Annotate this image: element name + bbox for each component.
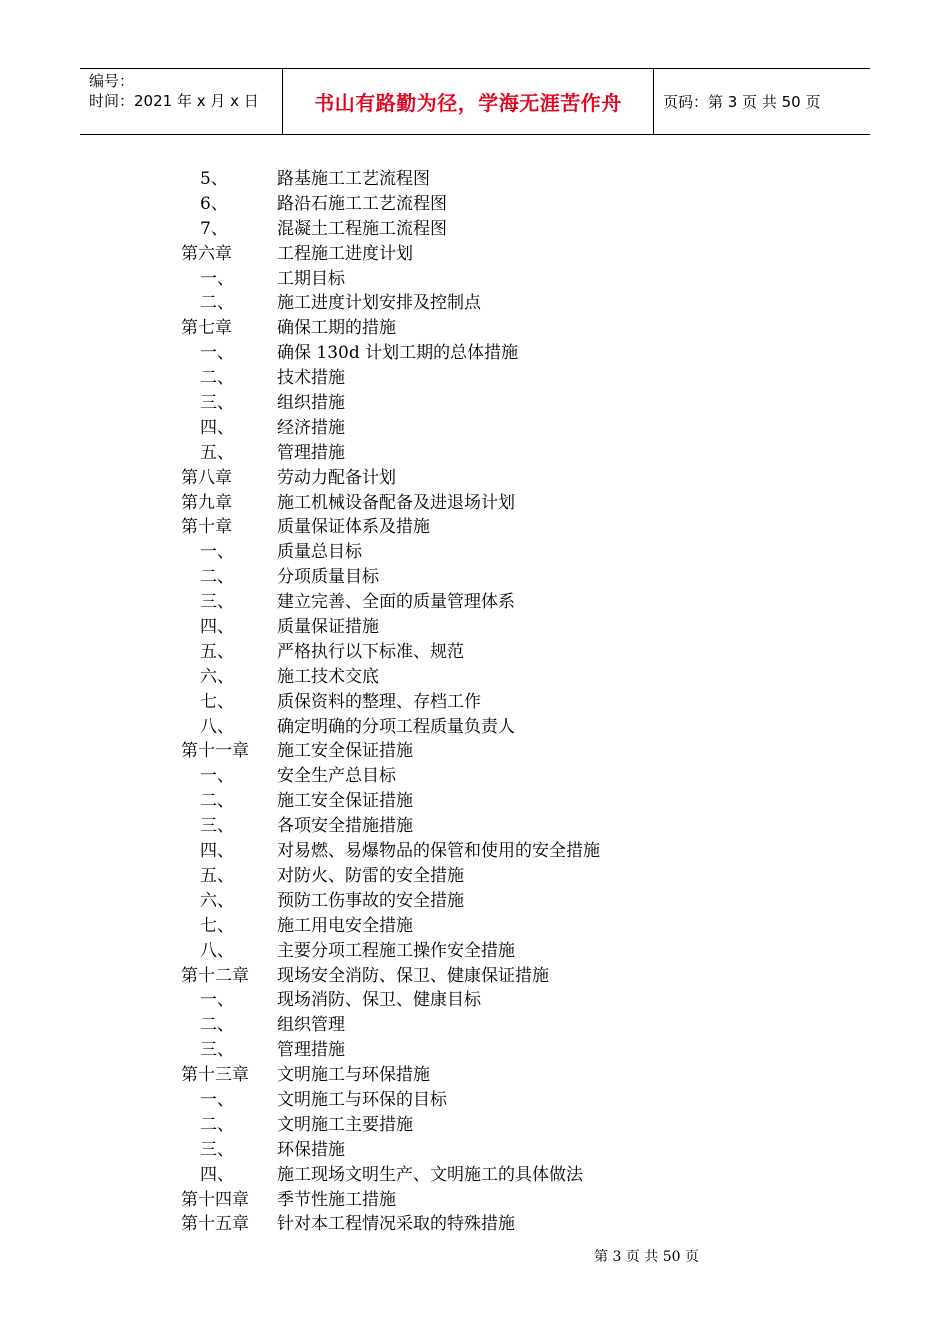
toc-entry-title: 施工现场文明生产、文明施工的具体做法 (277, 1164, 583, 1185)
toc-entry (0, 1038, 950, 1063)
toc-entry-title: 确保 130d 计划工期的总体措施 (277, 343, 519, 364)
toc-entry-title: 施工技术交底 (277, 666, 379, 687)
toc-entry-title: 组织措施 (277, 393, 345, 414)
toc-entry (0, 814, 950, 839)
toc-entry (0, 739, 950, 764)
toc-entry-number: 二、 (200, 368, 234, 389)
toc-entry-title: 确定明确的分项工程质量负责人 (277, 716, 515, 737)
toc-entry-title: 施工安全保证措施 (277, 741, 413, 762)
toc-entry-number: 第十一章 (181, 741, 249, 762)
toc-entry-number: 二、 (200, 1114, 234, 1135)
toc-entry-title: 技术措施 (277, 368, 345, 389)
toc-entry-number: 二、 (200, 1015, 234, 1036)
toc-entry-number: 一、 (200, 268, 234, 289)
toc-entry-number: 三、 (200, 1139, 234, 1160)
header-motto: 书山有路勤为径，学海无涯苦作舟 (283, 69, 654, 134)
toc-entry-number: 第十三章 (181, 1065, 249, 1086)
toc-entry-title: 路基施工工艺流程图 (277, 169, 430, 189)
toc-entry-number: 三、 (200, 393, 234, 414)
toc-entry (0, 1188, 950, 1213)
toc-entry-number: 第九章 (181, 492, 232, 513)
toc-entry-title: 文明施工与环保措施 (277, 1065, 430, 1086)
toc-entry (0, 441, 950, 466)
toc-entry-title: 严格执行以下标准、规范 (277, 641, 464, 662)
toc-entry (0, 839, 950, 864)
toc-entry-title: 质保资料的整理、存档工作 (277, 691, 481, 712)
toc-entry-number: 二、 (200, 293, 234, 314)
toc-entry (0, 167, 950, 192)
toc-entry-title: 经济措施 (277, 417, 345, 438)
toc-entry-number: 5、 (200, 169, 228, 189)
toc-entry (0, 291, 950, 316)
toc-entry-title: 对防火、防雷的安全措施 (277, 865, 464, 886)
toc-entry-title: 组织管理 (277, 1015, 345, 1036)
toc-entry (0, 914, 950, 939)
toc-entry (0, 515, 950, 540)
toc-entry-title: 文明施工主要措施 (277, 1114, 413, 1135)
toc-entry-number: 七、 (200, 915, 234, 936)
toc-entry-title: 现场安全消防、保卫、健康保证措施 (277, 965, 549, 986)
toc-entry-number: 七、 (200, 691, 234, 712)
toc-entry (0, 939, 950, 964)
toc-entry-number: 二、 (200, 791, 234, 812)
toc-entry-title: 主要分项工程施工操作安全措施 (277, 940, 515, 961)
toc-entry-title: 分项质量目标 (277, 567, 379, 588)
toc-entry (0, 316, 950, 341)
toc-entry-title: 劳动力配备计划 (277, 467, 396, 488)
toc-entry-number: 一、 (200, 542, 234, 563)
toc-entry (0, 964, 950, 989)
toc-entry-number: 八、 (200, 716, 234, 737)
toc-entry-number: 第八章 (181, 467, 232, 488)
toc-entry-title: 确保工期的措施 (277, 318, 396, 339)
toc-entry (0, 789, 950, 814)
page-footer: 第 3 页 共 50 页 (594, 1249, 699, 1265)
toc-entry (0, 715, 950, 740)
toc-entry (0, 988, 950, 1013)
toc-entry-number: 第十四章 (181, 1189, 249, 1210)
toc-entry (0, 540, 950, 565)
toc-entry-number: 第六章 (181, 243, 232, 264)
toc-entry (0, 1138, 950, 1163)
toc-entry-title: 路沿石施工工艺流程图 (277, 193, 447, 214)
toc-entry (0, 192, 950, 217)
toc-entry-number: 四、 (200, 617, 234, 638)
toc-entry-title: 质量总目标 (277, 542, 362, 563)
toc-entry-number: 三、 (200, 592, 234, 613)
toc-entry-number: 五、 (200, 641, 234, 662)
toc-entry (0, 665, 950, 690)
toc-entry (0, 864, 950, 889)
toc-entry-number: 6、 (200, 193, 228, 214)
toc-entry-title: 预防工伤事故的安全措施 (277, 890, 464, 911)
toc-entry (0, 889, 950, 914)
header-page-label: 页码：第 3 页 共 50 页 (663, 93, 821, 111)
toc-entry-title: 施工机械设备配备及进退场计划 (277, 492, 515, 513)
toc-entry (0, 690, 950, 715)
toc-entry-title: 环保措施 (277, 1139, 345, 1160)
toc-entry-number: 五、 (200, 442, 234, 463)
toc-entry-number: 三、 (200, 1040, 234, 1061)
toc-entry (0, 341, 950, 366)
toc-entry (0, 1212, 950, 1237)
toc-entry-number: 六、 (200, 666, 234, 687)
toc-entry-number: 一、 (200, 766, 234, 787)
toc-entry-number: 四、 (200, 841, 234, 862)
toc-entry (0, 1013, 950, 1038)
toc-entry-number: 四、 (200, 1164, 234, 1185)
toc-entry-title: 针对本工程情况采取的特殊措施 (277, 1214, 515, 1235)
toc-entry (0, 1088, 950, 1113)
page-header (80, 68, 870, 135)
table-of-contents (0, 167, 950, 1237)
toc-entry-title: 施工安全保证措施 (277, 791, 413, 812)
toc-entry-title: 对易燃、易爆物品的保管和使用的安全措施 (277, 841, 600, 862)
toc-entry (0, 640, 950, 665)
toc-entry-title: 现场消防、保卫、健康目标 (277, 990, 481, 1011)
toc-entry-title: 质量保证体系及措施 (277, 517, 430, 538)
toc-entry-number: 八、 (200, 940, 234, 961)
toc-entry-number: 一、 (200, 990, 234, 1011)
toc-entry-title: 各项安全措施措施 (277, 816, 413, 837)
toc-entry-title: 施工用电安全措施 (277, 915, 413, 936)
toc-entry (0, 1163, 950, 1188)
toc-entry-number: 第十章 (181, 517, 232, 538)
toc-entry-title: 管理措施 (277, 1040, 345, 1061)
toc-entry-title: 工程施工进度计划 (277, 243, 413, 264)
document-time-label: 时间：2021 年 x 月 x 日 (89, 92, 259, 110)
toc-entry-number: 第七章 (181, 318, 232, 339)
toc-entry-number: 一、 (200, 343, 234, 364)
toc-entry-number: 7、 (200, 218, 228, 239)
toc-entry-title: 安全生产总目标 (277, 766, 396, 787)
toc-entry-title: 季节性施工措施 (277, 1189, 396, 1210)
toc-entry-title: 混凝土工程施工流程图 (277, 218, 447, 239)
toc-entry (0, 590, 950, 615)
toc-entry (0, 764, 950, 789)
toc-entry (0, 217, 950, 242)
toc-entry-number: 四、 (200, 417, 234, 438)
toc-entry-title: 文明施工与环保的目标 (277, 1089, 447, 1110)
toc-entry-title: 质量保证措施 (277, 617, 379, 638)
toc-entry-number: 五、 (200, 865, 234, 886)
toc-entry-title: 管理措施 (277, 442, 345, 463)
toc-entry-number: 三、 (200, 816, 234, 837)
toc-entry (0, 242, 950, 267)
toc-entry (0, 565, 950, 590)
toc-entry-title: 施工进度计划安排及控制点 (277, 293, 481, 314)
toc-entry (0, 615, 950, 640)
toc-entry (0, 366, 950, 391)
header-meta (80, 69, 283, 134)
toc-entry (0, 1113, 950, 1138)
toc-entry (0, 416, 950, 441)
toc-entry (0, 267, 950, 292)
toc-entry-number: 第十二章 (181, 965, 249, 986)
toc-entry-number: 二、 (200, 567, 234, 588)
toc-entry-number: 六、 (200, 890, 234, 911)
toc-entry (0, 391, 950, 416)
toc-entry-title: 工期目标 (277, 268, 345, 289)
toc-entry (0, 1063, 950, 1088)
toc-entry (0, 491, 950, 516)
toc-entry-number: 第十五章 (181, 1214, 249, 1235)
toc-entry-number: 一、 (200, 1089, 234, 1110)
toc-entry-title: 建立完善、全面的质量管理体系 (277, 592, 515, 613)
toc-entry (0, 466, 950, 491)
document-number-label: 编号： (89, 72, 135, 90)
